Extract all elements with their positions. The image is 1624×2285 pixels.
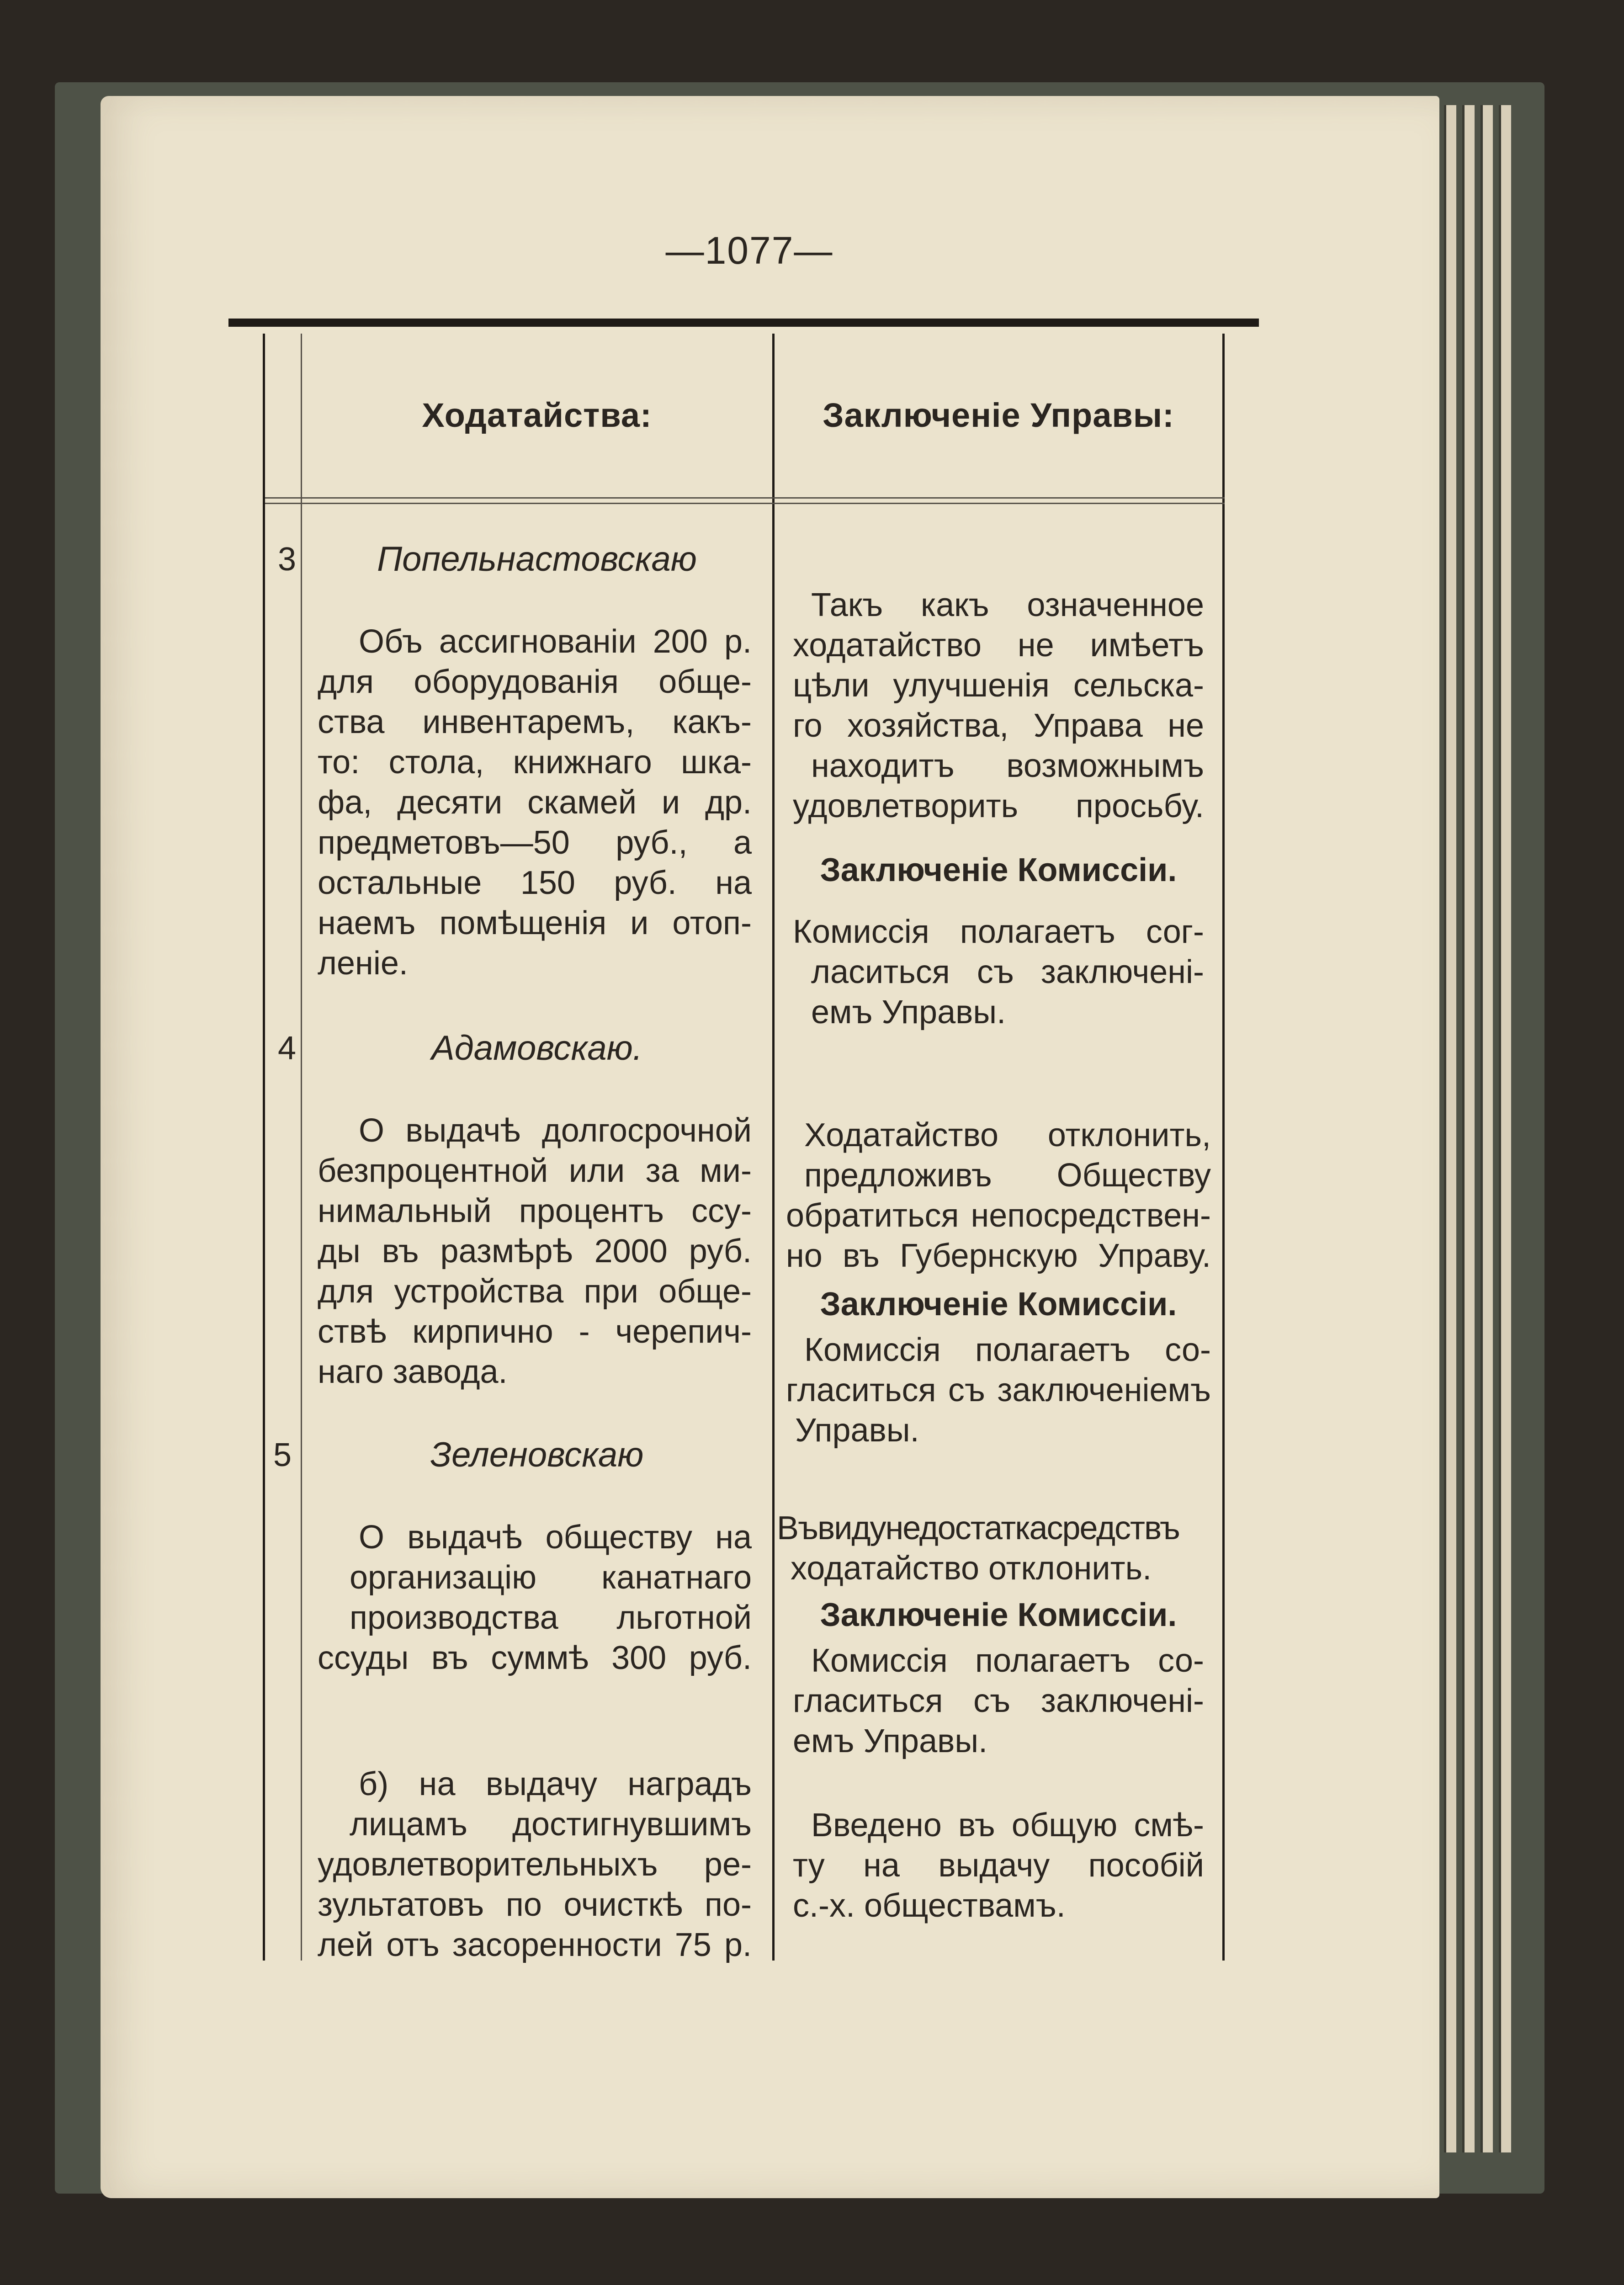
page-edge — [1499, 105, 1511, 2152]
row-title: Адамовскаю. — [431, 1029, 642, 1068]
commission-title: Заключеніе Комиссіи. — [820, 852, 1177, 888]
commission-text: Комиссія полагаетъ сог- ласиться съ заключені- емъ Управы. — [793, 914, 1204, 1031]
header-rule — [265, 497, 1225, 499]
row-title: Зеленовскаю — [430, 1435, 644, 1474]
row-number: 4 — [278, 1030, 297, 1067]
column-rule-right — [1222, 334, 1225, 1961]
header-conclusion: Заключеніе Управы: — [823, 396, 1174, 434]
page-edge — [1444, 105, 1456, 2152]
commission-title: Заключеніе Комиссіи. — [820, 1286, 1177, 1323]
petition-text: О выдачѣ долгосрочной безпроцентной или за ми- нимальный процентъ ссу- ды въ размѣрѣ 2000 руб. для устройства при обще- ствѣ кирпично - черепич- наго завода. — [318, 1112, 752, 1390]
petition-text: Объ ассигнованіи 200 р. для оборудованія обще- ства инвентаремъ, какъ- то: стола, книжнаго шка- фа, десяти скамей и др. предметовъ—50 руб., а остальные 150 руб. на наемъ помѣщенія и отоп- леніе. — [318, 623, 752, 982]
conclusion-text-b: Введено въ общую смѣ- ту на выдачу пособій с.-х. обществамъ. — [793, 1807, 1204, 1924]
row-number: 3 — [278, 541, 297, 578]
conclusion-text: Ходатайство отклонить, предложивъ Обществу обратиться непосредствен- но въ Губернскую Управу. — [786, 1117, 1211, 1274]
row-number: 5 — [273, 1437, 292, 1473]
header-petitions: Ходатайства: — [422, 396, 652, 434]
commission-text: Комиссія полагаетъ со- гласиться съ заключеніемъ Управы. — [786, 1332, 1211, 1449]
column-rule-left — [263, 334, 265, 1961]
column-rule-middle — [772, 334, 775, 1961]
table-top-rule — [228, 319, 1259, 327]
commission-title: Заключеніе Комиссіи. — [820, 1597, 1177, 1633]
conclusion-text: Въвидунедостаткасредствъ ходатайство отклонить. — [777, 1510, 1179, 1587]
petition-text: О выдачѣ обществу на организацію канатнаго производства льготной ссуды въ суммѣ 300 руб. — [318, 1519, 752, 1676]
row-title: Попельнастовскаю — [377, 540, 697, 579]
page-edge — [1462, 105, 1475, 2152]
conclusion-text: Такъ какъ означенное ходатайство не имѣетъ цѣли улучшенія сельска- го хозяйства, Управа не находитъ возможнымъ удовлетворить просьбу. — [793, 587, 1204, 824]
page-number: —1077— — [665, 229, 833, 272]
petition-text-b: б) на выдачу наградъ лицамъ достигнувшимъ удовлетворительныхъ ре- зультатовъ по очисткѣ по- лей отъ засоренности 75 р. — [318, 1766, 752, 1963]
commission-text: Комиссія полагаетъ со- гласиться съ заключені- емъ Управы. — [793, 1642, 1204, 1759]
header-rule — [265, 503, 1225, 504]
page-edge — [1481, 105, 1493, 2152]
